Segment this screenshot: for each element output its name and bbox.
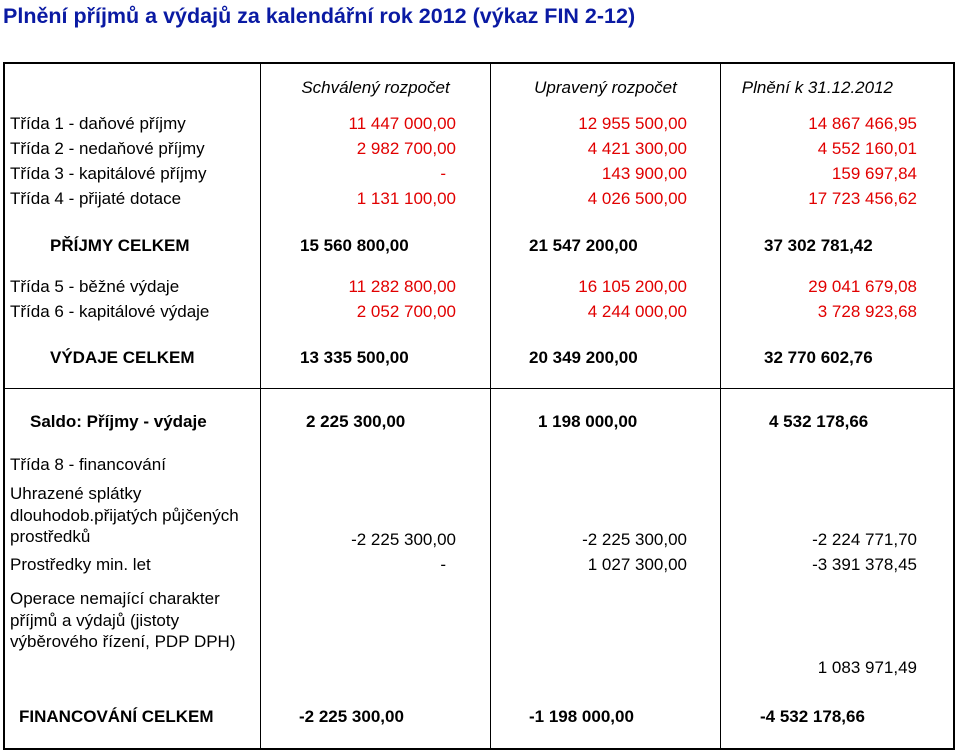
cell-approved: 11 282 800,00 <box>348 277 456 296</box>
income-total-approved: 15 560 800,00 <box>300 236 409 255</box>
row-divider <box>5 388 953 389</box>
cell-actual: 29 041 679,08 <box>808 277 917 296</box>
cell-actual: 17 723 456,62 <box>808 189 917 208</box>
cell-actual: 1 083 971,49 <box>817 658 917 677</box>
cell-actual: -2 224 771,70 <box>812 530 917 549</box>
cell-approved: 1 131 100,00 <box>356 189 456 208</box>
column-header-actual: Plnění k 31.12.2012 <box>741 78 893 97</box>
cell-approved: 11 447 000,00 <box>348 114 456 133</box>
expense-total-label: VÝDAJE CELKEM <box>50 348 195 367</box>
financing-total-approved: -2 225 300,00 <box>299 707 404 726</box>
income-total-label: PŘÍJMY CELKEM <box>50 236 190 255</box>
page-title: Plnění příjmů a výdajů za kalendářní rok 2012 (výkaz FIN 2-12) <box>3 4 636 28</box>
expense-total-approved: 13 335 500,00 <box>300 348 409 367</box>
row-label: Uhrazené splátky dlouhodob.přijatých půjčených prostředků <box>10 484 239 546</box>
cell-adjusted: -2 225 300,00 <box>582 530 687 549</box>
cell-approved: - <box>440 555 446 574</box>
income-total-actual: 37 302 781,42 <box>764 236 873 255</box>
financing-header: Třída 8 - financování <box>10 455 166 474</box>
cell-actual: 159 697,84 <box>831 164 917 183</box>
cell-adjusted: 4 421 300,00 <box>587 139 687 158</box>
column-header-adjusted: Upravený rozpočet <box>534 78 677 97</box>
cell-adjusted: 12 955 500,00 <box>578 114 687 133</box>
cell-actual: 4 552 160,01 <box>817 139 917 158</box>
cell-actual: -3 391 378,45 <box>812 555 917 574</box>
expense-total-actual: 32 770 602,76 <box>764 348 873 367</box>
saldo-approved: 2 225 300,00 <box>306 412 406 431</box>
saldo-actual: 4 532 178,66 <box>769 412 869 431</box>
financing-total-actual: -4 532 178,66 <box>760 707 865 726</box>
row-label: Třída 3 - kapitálové příjmy <box>10 164 207 183</box>
financing-total-adjusted: -1 198 000,00 <box>529 707 634 726</box>
expense-total-adjusted: 20 349 200,00 <box>529 348 638 367</box>
row-label: Třída 4 - přijaté dotace <box>10 189 182 208</box>
cell-approved: 2 982 700,00 <box>356 139 456 158</box>
row-label: Třída 6 - kapitálové výdaje <box>10 302 210 321</box>
report-table <box>3 62 955 750</box>
saldo-adjusted: 1 198 000,00 <box>538 412 638 431</box>
cell-actual: 3 728 923,68 <box>817 302 917 321</box>
cell-approved: - <box>440 164 446 183</box>
row-label: Operace nemající charakter příjmů a výdajů (jistoty výběrového řízení, PDP DPH) <box>10 589 236 651</box>
row-label: Prostředky min. let <box>10 555 151 574</box>
saldo-label: Saldo: Příjmy - výdaje <box>30 412 207 431</box>
cell-adjusted: 4 244 000,00 <box>587 302 687 321</box>
row-label: Třída 1 - daňové příjmy <box>10 114 186 133</box>
income-total-adjusted: 21 547 200,00 <box>529 236 638 255</box>
financing-total-label: FINANCOVÁNÍ CELKEM <box>19 707 214 726</box>
cell-adjusted: 143 900,00 <box>601 164 687 183</box>
cell-approved: -2 225 300,00 <box>351 530 456 549</box>
column-header-approved: Schválený rozpočet <box>301 78 450 97</box>
row-label: Třída 5 - běžné výdaje <box>10 277 180 296</box>
cell-approved: 2 052 700,00 <box>356 302 456 321</box>
cell-adjusted: 1 027 300,00 <box>587 555 687 574</box>
row-label: Třída 2 - nedaňové příjmy <box>10 139 205 158</box>
cell-adjusted: 16 105 200,00 <box>578 277 687 296</box>
cell-adjusted: 4 026 500,00 <box>587 189 687 208</box>
cell-actual: 14 867 466,95 <box>808 114 917 133</box>
